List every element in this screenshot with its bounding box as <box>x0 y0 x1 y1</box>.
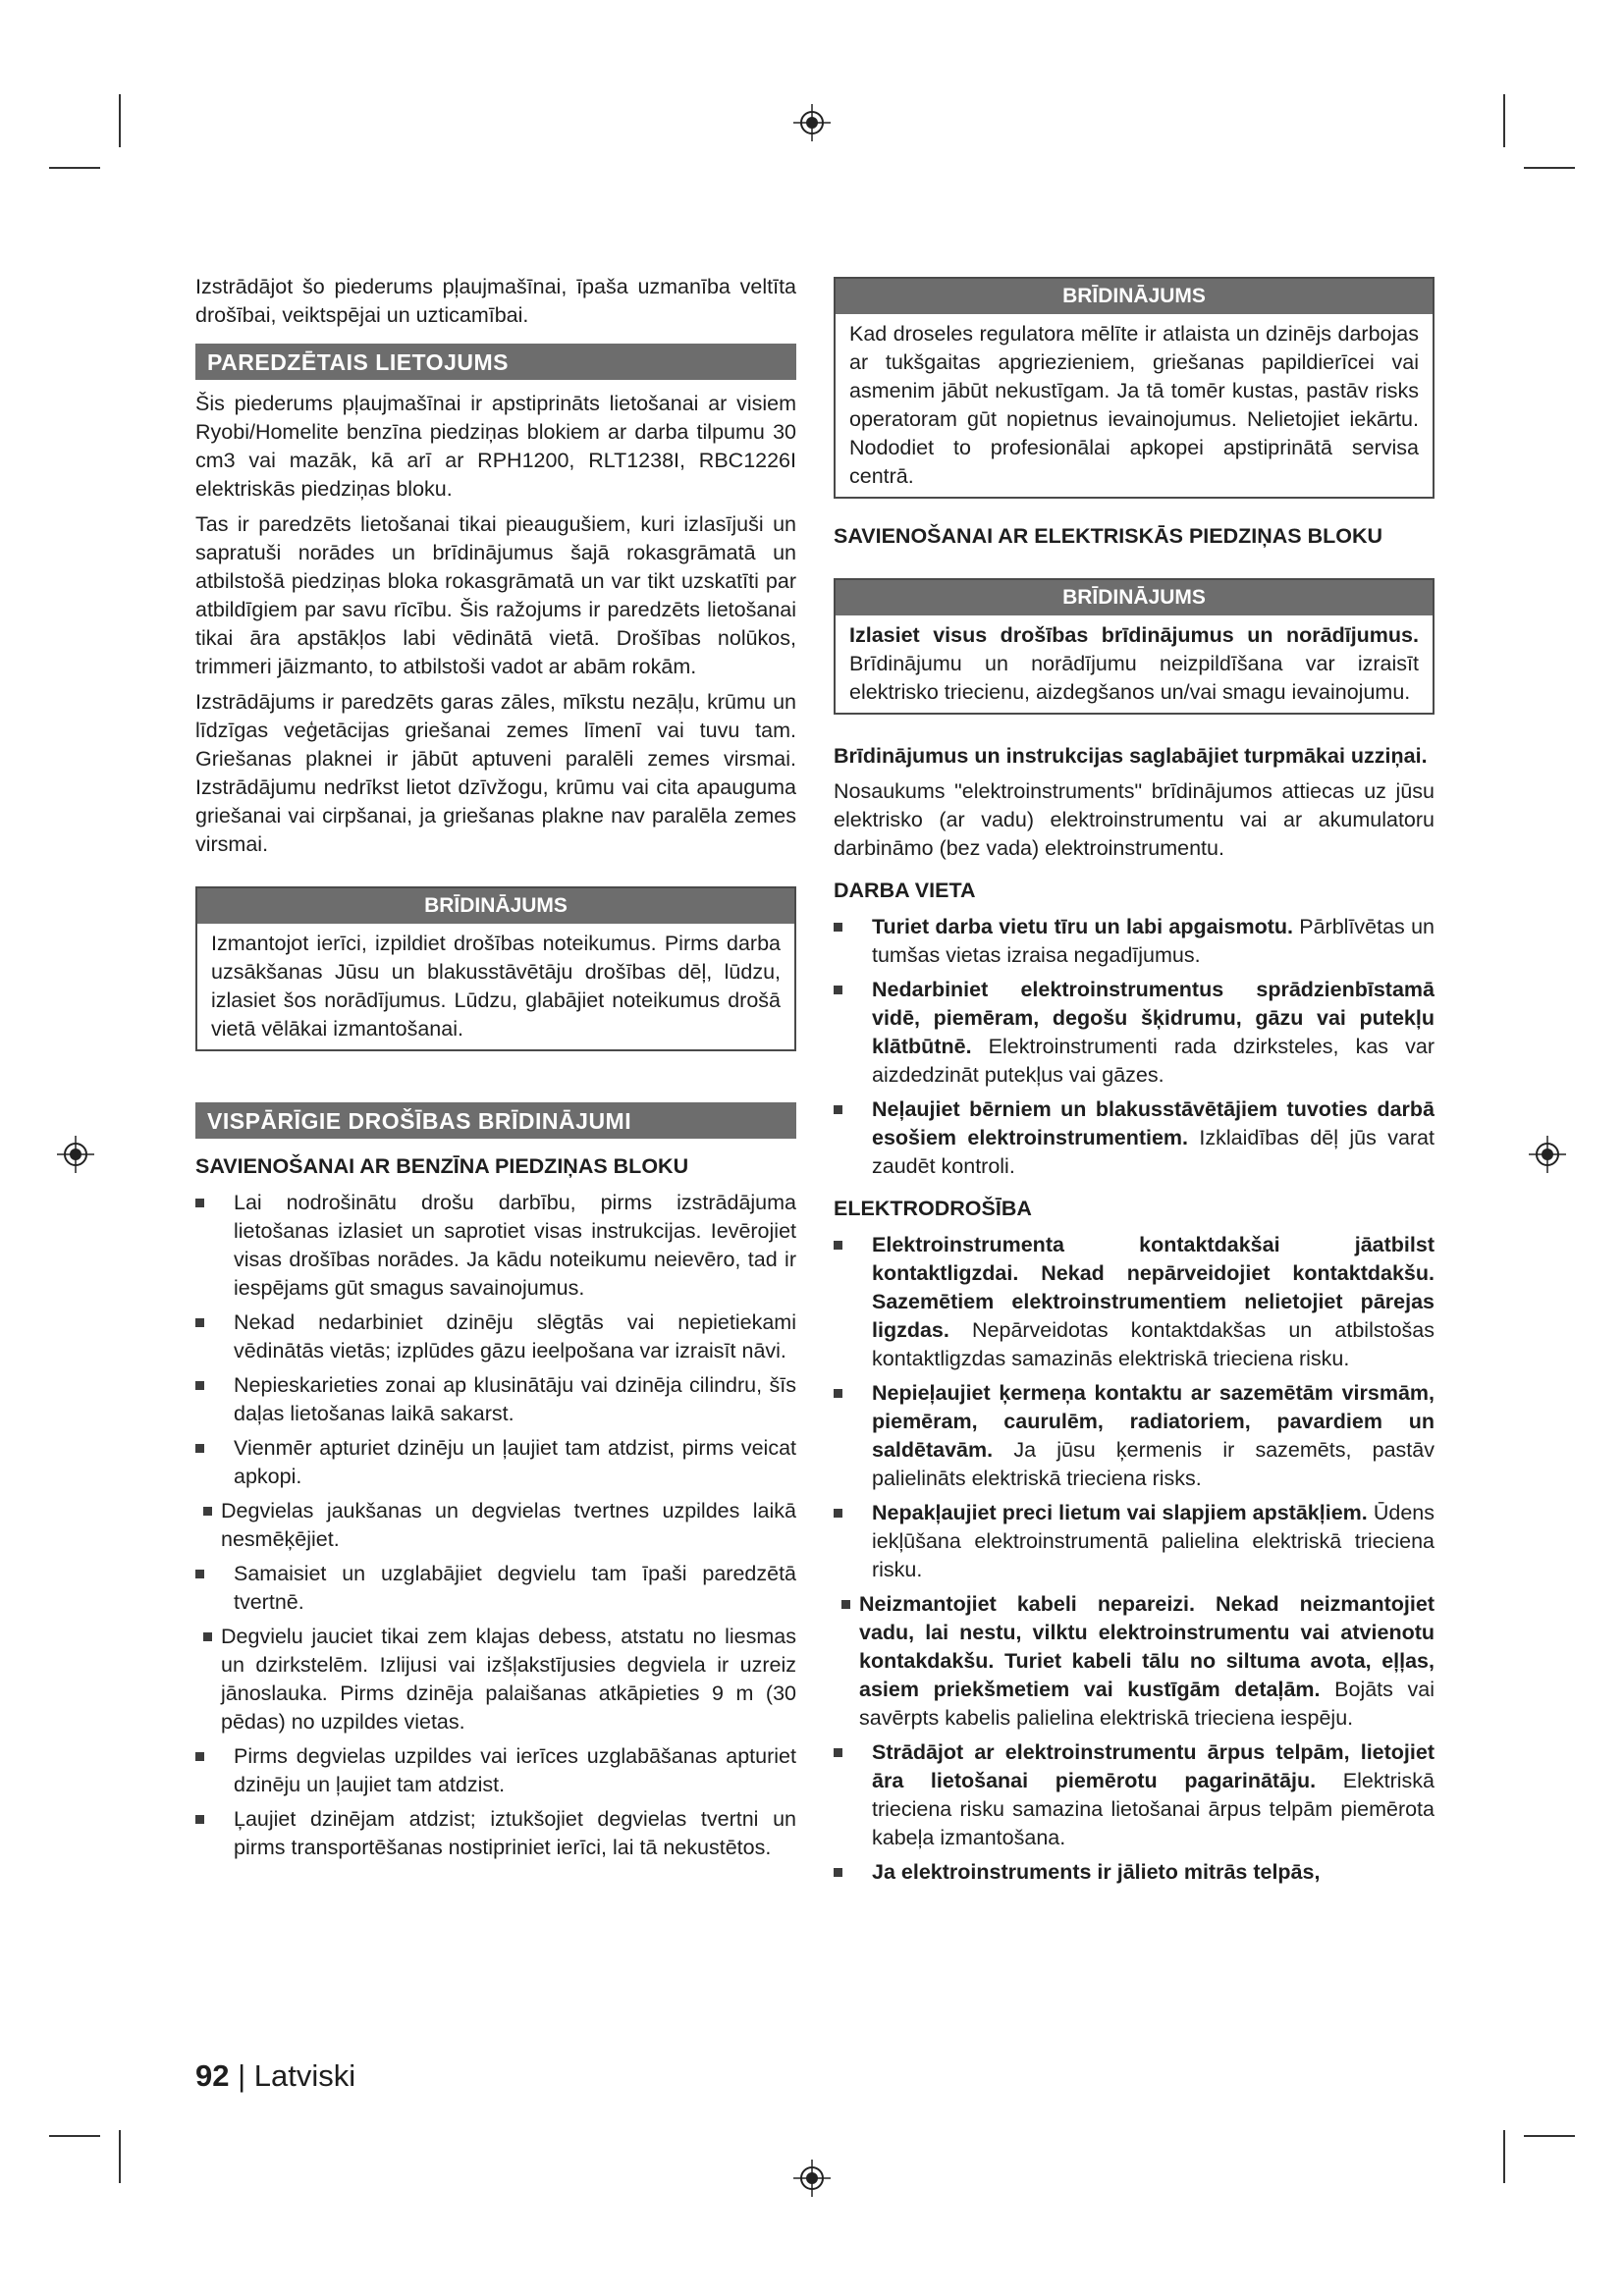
bullet-list <box>834 913 1435 1181</box>
intro-text: Izstrādājot šo piederums pļaujmašīnai, īpaša uzmanība veltīta drošībai, veiktspējai un uzticamībai. <box>195 275 796 327</box>
crop-mark <box>119 94 121 147</box>
list-item: Nepieskarieties zonai ap klusinātāju vai dzinēja cilindru, šīs daļas lietošanas laikā sakarst. <box>195 1371 796 1428</box>
bold-text: Neļaujiet bērniem un blakusstāvētājiem tuvoties darbā esošiem elektroinstrumentiem. <box>872 1097 1435 1149</box>
bold-text: Strādājot ar elektroinstrumentu ārpus telpām, lietojiet āra lietošanai piemērotu pagarinātāju. <box>872 1740 1435 1792</box>
list-item <box>834 976 1435 1090</box>
list-item: Pirms degvielas uzpildes vai ierīces uzglabāšanas apturiet dzinēju un ļaujiet tam atdzist. <box>195 1742 796 1799</box>
subsection-title: ELEKTRODROŠĪBA <box>834 1197 1032 1220</box>
paragraph <box>834 742 1435 771</box>
paragraph: Nosaukums "elektroinstruments" brīdinājumos attiecas uz jūsu elektrisko (ar vadu) elektroinstrumentu vai ar akumulatoru darbināmo (bez vada) elektroinstrumentu. <box>834 779 1435 860</box>
bold-text: Neizmantojiet kabeli nepareizi. Nekad neizmantojiet vadu, lai nestu, vilktu elektroinstrumentu vai atvienotu kontakdakšu. Turiet kabeli tālu no siltuma avota, eļļas, asiem priekšmetiem vai kustīgām detaļām. <box>859 1592 1435 1701</box>
page-number: 92 <box>195 2058 230 2093</box>
list-item: Nekad nedarbiniet dzinēju slēgtās vai nepietiekami vēdinātās vietās; izplūdes gāzu ieelpošana var izraisīt nāvi. <box>195 1308 796 1365</box>
bold-text: Nepieļaujiet ķermeņa kontaktu ar sazemētām virsmām, piemēram, caurulēm, radiatoriem, pavardiem un saldētavām. <box>872 1381 1435 1462</box>
list-item <box>834 1095 1435 1181</box>
warning-box <box>834 578 1435 715</box>
warning-body <box>836 615 1433 713</box>
item-text: Ja jūsu ķermenis ir sazemēts, pastāv palielināts elektriskā trieciena risks. <box>872 1438 1435 1490</box>
list-item <box>834 913 1435 970</box>
registration-mark-icon <box>793 2160 831 2197</box>
item-text: Bojāts vai savērpts kabelis palielina elektriskā trieciena iespēju. <box>859 1678 1435 1730</box>
bold-text: Nepakļaujiet preci lietum vai slapjiem apstākļiem. <box>872 1501 1368 1524</box>
subsection-title: SAVIENOŠANAI AR BENZĪNA PIEDZIŅAS BLOKU <box>195 1154 689 1178</box>
section-banner: VISPĀRĪGIE DROŠĪBAS BRĪDINĀJUMI <box>195 1102 796 1139</box>
list-item: Vienmēr apturiet dzinēju un ļaujiet tam atdzist, pirms veicat apkopi. <box>195 1434 796 1491</box>
list-item <box>834 1379 1435 1493</box>
list-item <box>834 1499 1435 1584</box>
paragraph: Tas ir paredzēts lietošanai tikai pieaugušiem, kuri izlasījuši un sapratuši norādes un brīdinājumus šajā rokasgrāmatā un atbilstošā piedziņas bloka rokasgrāmatā un var tikt uzskatīti par atbildīgiem par savu rīcību. Šis ražojums ir paredzēts lietošanai tikai āra apstākļos labi vēdinātā vietā. Drošības nolūkos, trimmeri jāizmanto, to atbilstoši vadot ar abām rokām. <box>195 512 796 678</box>
warning-text: Kad droseles regulatora mēlīte ir atlaista un dzinējs darbojas ar tukšgaitas apgriezieniem, griešanas papildierīcei vai asmenim jābūt nekustīgam. Ja tā tomēr kustas, pastāv risks operatoram gūt nopietnus ievainojumus. Nelietojiet iekārtu. Nododiet to profesionālai apkopei apstiprinātā servisa centrā. <box>849 322 1419 488</box>
section-banner: PAREDZĒTAIS LIETOJUMS <box>195 344 796 380</box>
page-footer <box>195 2058 355 2094</box>
item-text: Nepārveidotas kontaktdakšas un atbilstošas kontaktligzdas samazinās elektriskā trieciena risku. <box>872 1318 1435 1370</box>
bold-text: Turiet darba vietu tīru un labi apgaismotu. <box>872 915 1293 938</box>
item-text: Pārblīvētas un tumšas vietas izraisa negadījumus. <box>872 915 1435 967</box>
crop-mark <box>49 167 100 169</box>
list-item: Degvielu jauciet tikai zem klajas debess, atstatu no liesmas un dzirkstelēm. Izlijusi vai izšļakstījusies degviela ir uzreiz jānoslauka. Pirms dzinēja palaišanas atkāpieties 9 m (30 pēdas) no uzpildes vietas. <box>195 1623 796 1736</box>
list-item: Degvielas jaukšanas un degvielas tvertnes uzpildes laikā nesmēķējiet. <box>195 1497 796 1554</box>
list-item <box>834 1231 1435 1373</box>
left-column <box>195 273 796 1868</box>
warning-header: BRĪDINĀJUMS <box>836 279 1433 314</box>
crop-mark <box>1503 2130 1505 2183</box>
registration-mark-icon <box>1529 1136 1566 1173</box>
warning-box <box>834 277 1435 499</box>
list-item: Lai nodrošinātu drošu darbību, pirms izstrādājuma lietošanas izlasiet un saprotiet visas instrukcijas. Ievērojiet visas drošības norādes. Ja kādu noteikumu neievēro, tad ir iespējams gūt smagus savainojumus. <box>195 1189 796 1303</box>
subsection-title: DARBA VIETA <box>834 879 976 902</box>
bold-text: Ja elektroinstruments ir jālieto mitrās telpās, <box>872 1860 1321 1884</box>
item-text: Elektriskā trieciena risku samazina lietošanai ārpus telpām piemērota kabeļa izmantošana. <box>872 1769 1435 1849</box>
warning-header: BRĪDINĀJUMS <box>197 888 794 924</box>
crop-mark <box>1503 94 1505 147</box>
footer-language: Latviski <box>253 2058 356 2093</box>
subsection-title: SAVIENOŠANAI AR ELEKTRISKĀS PIEDZIŅAS BLOKU <box>834 524 1383 548</box>
list-item: Samaisiet un uzglabājiet degvielu tam īpaši paredzētā tvertnē. <box>195 1560 796 1617</box>
bold-text: Brīdinājumus un instrukcijas saglabājiet turpmākai uzziņai. <box>834 744 1428 768</box>
warning-text: Brīdinājumu un norādījumu neizpildīšana var izraisīt elektrisko triecienu, aizdegšanos un/vai smagu ievainojumu. <box>849 652 1419 704</box>
crop-mark <box>1524 2135 1575 2137</box>
crop-mark <box>119 2130 121 2183</box>
paragraph: Izstrādājums ir paredzēts garas zāles, mīkstu nezāļu, krūmu un līdzīgas veģetācijas griešanai zemes līmenī vai tuvu tam. Griešanas plaknei ir jābūt aptuveni paralēli zemes virsmai. Izstrādājumu nedrīkst lietot dzīvžogu, krūmu vai cita apauguma griešanai vai cirpšanai, ja griešanas plakne nav paralēla zemes virsmai. <box>195 690 796 856</box>
list-item <box>834 1590 1435 1733</box>
footer-separator: | <box>238 2058 246 2093</box>
bullet-list <box>834 1231 1435 1887</box>
list-item: Ļaujiet dzinējam atdzist; iztukšojiet degvielas tvertni un pirms transportēšanas nostipriniet ierīci, lai tā nekustētos. <box>195 1805 796 1862</box>
item-text: Elektroinstrumenti rada dzirksteles, kas var aizdedzināt putekļus vai gāzes. <box>872 1035 1435 1087</box>
list-item <box>834 1738 1435 1852</box>
warning-text: Izmantojot ierīci, izpildiet drošības noteikumus. Pirms darba uzsākšanas Jūsu un blakusstāvētāju drošības dēļ, lūdzu, izlasiet šos norādījumus. Lūdzu, glabājiet noteikumus drošā vietā vēlākai izmantošanai. <box>211 932 781 1041</box>
warning-bold-text: Izlasiet visus drošības brīdinājumus un norādījumus. <box>849 623 1419 647</box>
bold-text: Elektroinstrumenta kontaktdakšai jāatbilst kontaktligzdai. Nekad nepārveidojiet kontaktdakšu. Sazemētiem elektroinstrumentiem nelietojiet pārejas ligzdas. <box>872 1233 1435 1342</box>
warning-box <box>195 886 796 1051</box>
paragraph: Šis piederums pļaujmašīnai ir apstiprināts lietošanai ar visiem Ryobi/Homelite benzīna piedziņas blokiem ar darba tilpumu 30 cm3 vai mazāk, kā arī ar RPH1200, RLT1238I, RBC1226I elektriskās piedziņas bloku. <box>195 392 796 501</box>
crop-mark <box>49 2135 100 2137</box>
right-column <box>834 277 1435 1893</box>
registration-mark-icon <box>57 1136 94 1173</box>
bullet-list <box>195 1189 796 1862</box>
warning-header: BRĪDINĀJUMS <box>836 580 1433 615</box>
bold-text: Nedarbiniet elektroinstrumentus sprādzienbīstamā vidē, piemēram, degošu šķidrumu, gāzu vai putekļu klātbūtnē. <box>872 978 1435 1058</box>
item-text: Izklaidības dēļ jūs varat zaudēt kontroli. <box>872 1126 1435 1178</box>
crop-mark <box>1524 167 1575 169</box>
registration-mark-icon <box>793 104 831 141</box>
list-item <box>834 1858 1435 1887</box>
item-text: Ūdens iekļūšana elektroinstrumentā palielina elektriskā trieciena risku. <box>872 1501 1435 1581</box>
